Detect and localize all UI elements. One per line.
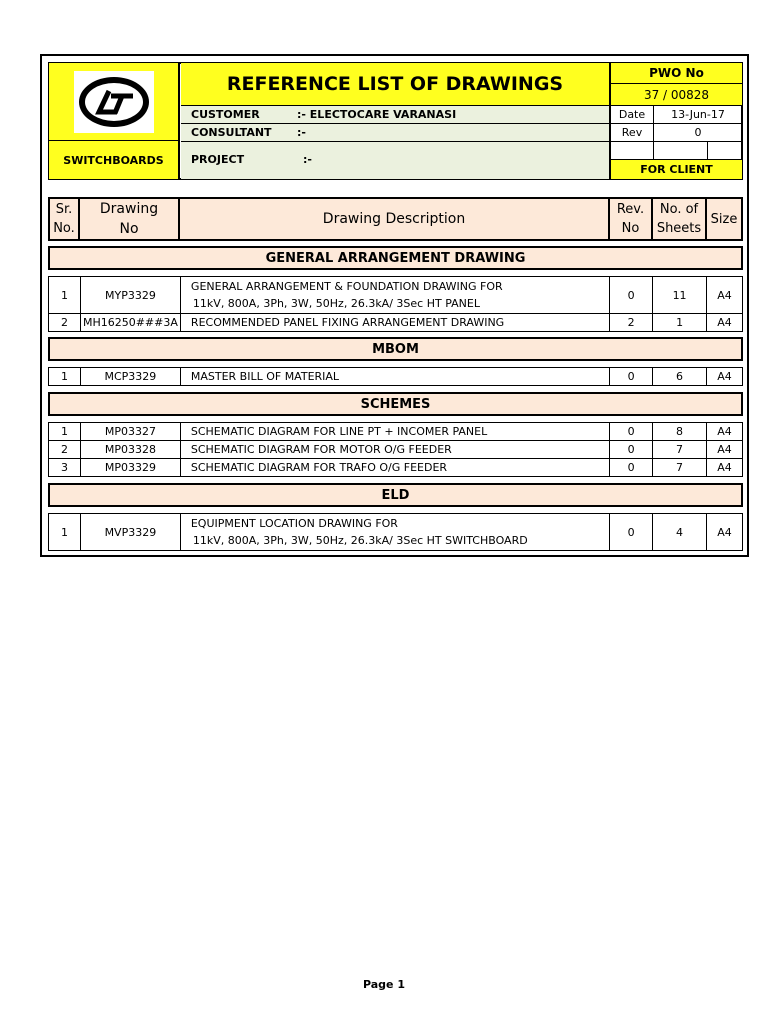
row-sheets: 4 xyxy=(653,514,707,551)
col-sr-line1: Sr. xyxy=(55,202,73,217)
row-size: A4 xyxy=(707,514,743,551)
row-drawing-no: MVP3329 xyxy=(80,514,180,551)
col-sr xyxy=(50,199,80,239)
rev-value: 0 xyxy=(654,124,742,142)
table-row xyxy=(49,441,743,459)
section-title-mbom: MBOM xyxy=(48,337,743,361)
row-sheets: 8 xyxy=(653,423,707,441)
col-size: Size xyxy=(710,211,738,227)
row-sr: 3 xyxy=(49,459,81,477)
page-title: REFERENCE LIST OF DRAWINGS xyxy=(181,63,609,106)
for-client-label: FOR CLIENT xyxy=(609,160,742,179)
row-size: A4 xyxy=(707,277,743,314)
col-sheets-line2: Sheets xyxy=(656,221,702,236)
row-description: MASTER BILL OF MATERIAL xyxy=(180,368,609,386)
col-drawing-no xyxy=(80,199,180,239)
table-row xyxy=(49,277,743,314)
row-size: A4 xyxy=(707,314,743,332)
row-drawing-no: MP03327 xyxy=(80,423,180,441)
table-row xyxy=(49,514,743,551)
pwo-value: 37 / 00828 xyxy=(609,84,742,106)
row-description: SCHEMATIC DIAGRAM FOR LINE PT + INCOMER PANEL xyxy=(180,423,609,441)
row-size: A4 xyxy=(707,459,743,477)
row-rev: 0 xyxy=(610,441,653,459)
row-description: SCHEMATIC DIAGRAM FOR TRAFO O/G FEEDER xyxy=(180,459,609,477)
section-title-schemes: SCHEMES xyxy=(48,392,743,416)
customer-label: CUSTOMER xyxy=(191,108,260,121)
col-sheets-line1: No. of xyxy=(659,202,699,217)
project-label: PROJECT xyxy=(191,153,245,166)
pwo-label: PWO No xyxy=(609,63,742,84)
row-sr: 1 xyxy=(49,368,81,386)
row-rev: 0 xyxy=(610,514,653,551)
section-table-eld xyxy=(48,513,743,551)
row-sr: 1 xyxy=(49,423,81,441)
row-sr: 2 xyxy=(49,314,81,332)
row-description-line1: GENERAL ARRANGEMENT & FOUNDATION DRAWING FOR xyxy=(190,280,503,293)
consultant-row xyxy=(181,124,609,142)
rev-label: Rev xyxy=(609,124,654,142)
col-rev-line2: No xyxy=(621,221,640,236)
project-row xyxy=(181,142,609,179)
blank-cell-left xyxy=(609,142,654,160)
section-title-eld: ELD xyxy=(48,483,743,507)
division-label: SWITCHBOARDS xyxy=(49,141,180,179)
table-row xyxy=(49,314,743,332)
row-description-line2: 11kV, 800A, 3Ph, 3W, 50Hz, 26.3kA/ 3Sec HT PANEL xyxy=(192,297,480,310)
customer-row xyxy=(181,106,609,124)
logo-cell xyxy=(49,63,180,141)
row-sheets: 1 xyxy=(653,314,707,332)
row-rev: 0 xyxy=(610,459,653,477)
table-row xyxy=(49,368,743,386)
row-drawing-no: MP03329 xyxy=(80,459,180,477)
row-sheets: 7 xyxy=(653,441,707,459)
page-number: Page 1 xyxy=(362,978,405,991)
row-description xyxy=(180,514,609,551)
row-sheets: 7 xyxy=(653,459,707,477)
section-table-schemes xyxy=(48,422,743,477)
table-row xyxy=(49,459,743,477)
row-drawing-no: MH16250###3A xyxy=(80,314,180,332)
row-rev: 0 xyxy=(610,368,653,386)
row-description-line2: 11kV, 800A, 3Ph, 3W, 50Hz, 26.3kA/ 3Sec HT SWITCHBOARD xyxy=(192,534,528,547)
date-label: Date xyxy=(609,106,654,124)
row-drawing-no: MCP3329 xyxy=(80,368,180,386)
blank-cell-right xyxy=(708,142,742,160)
col-sheets xyxy=(653,199,707,239)
row-description xyxy=(180,277,609,314)
row-sr: 1 xyxy=(49,514,81,551)
section-title-ga: GENERAL ARRANGEMENT DRAWING xyxy=(48,246,743,270)
col-description: Drawing Description xyxy=(180,199,610,239)
row-rev: 0 xyxy=(610,277,653,314)
consultant-label: CONSULTANT xyxy=(191,126,272,139)
row-description-line1: EQUIPMENT LOCATION DRAWING FOR xyxy=(190,517,398,530)
row-size: A4 xyxy=(707,423,743,441)
row-sheets: 11 xyxy=(653,277,707,314)
col-drawing-no-line1: Drawing xyxy=(99,201,159,217)
row-drawing-no: MYP3329 xyxy=(80,277,180,314)
project-value: :- xyxy=(303,153,312,166)
lt-logo-icon xyxy=(79,77,149,127)
row-description: SCHEMATIC DIAGRAM FOR MOTOR O/G FEEDER xyxy=(180,441,609,459)
row-sheets: 6 xyxy=(653,368,707,386)
col-drawing-no-line2: No xyxy=(119,221,139,237)
row-rev: 0 xyxy=(610,423,653,441)
row-rev: 2 xyxy=(610,314,653,332)
row-size: A4 xyxy=(707,368,743,386)
col-rev xyxy=(610,199,653,239)
row-size: A4 xyxy=(707,441,743,459)
blank-cell-mid xyxy=(654,142,708,160)
table-row xyxy=(49,423,743,441)
row-description: RECOMMENDED PANEL FIXING ARRANGEMENT DRAWING xyxy=(180,314,609,332)
row-drawing-no: MP03328 xyxy=(80,441,180,459)
col-sr-line2: No. xyxy=(53,221,75,236)
row-sr: 2 xyxy=(49,441,81,459)
section-table-mbom xyxy=(48,367,743,386)
date-value: 13-Jun-17 xyxy=(654,106,742,124)
row-sr: 1 xyxy=(49,277,81,314)
col-rev-line1: Rev. xyxy=(616,202,645,217)
section-table-ga xyxy=(48,276,743,332)
customer-value: :- ELECTOCARE VARANASI xyxy=(297,108,457,121)
consultant-value: :- xyxy=(297,126,306,139)
